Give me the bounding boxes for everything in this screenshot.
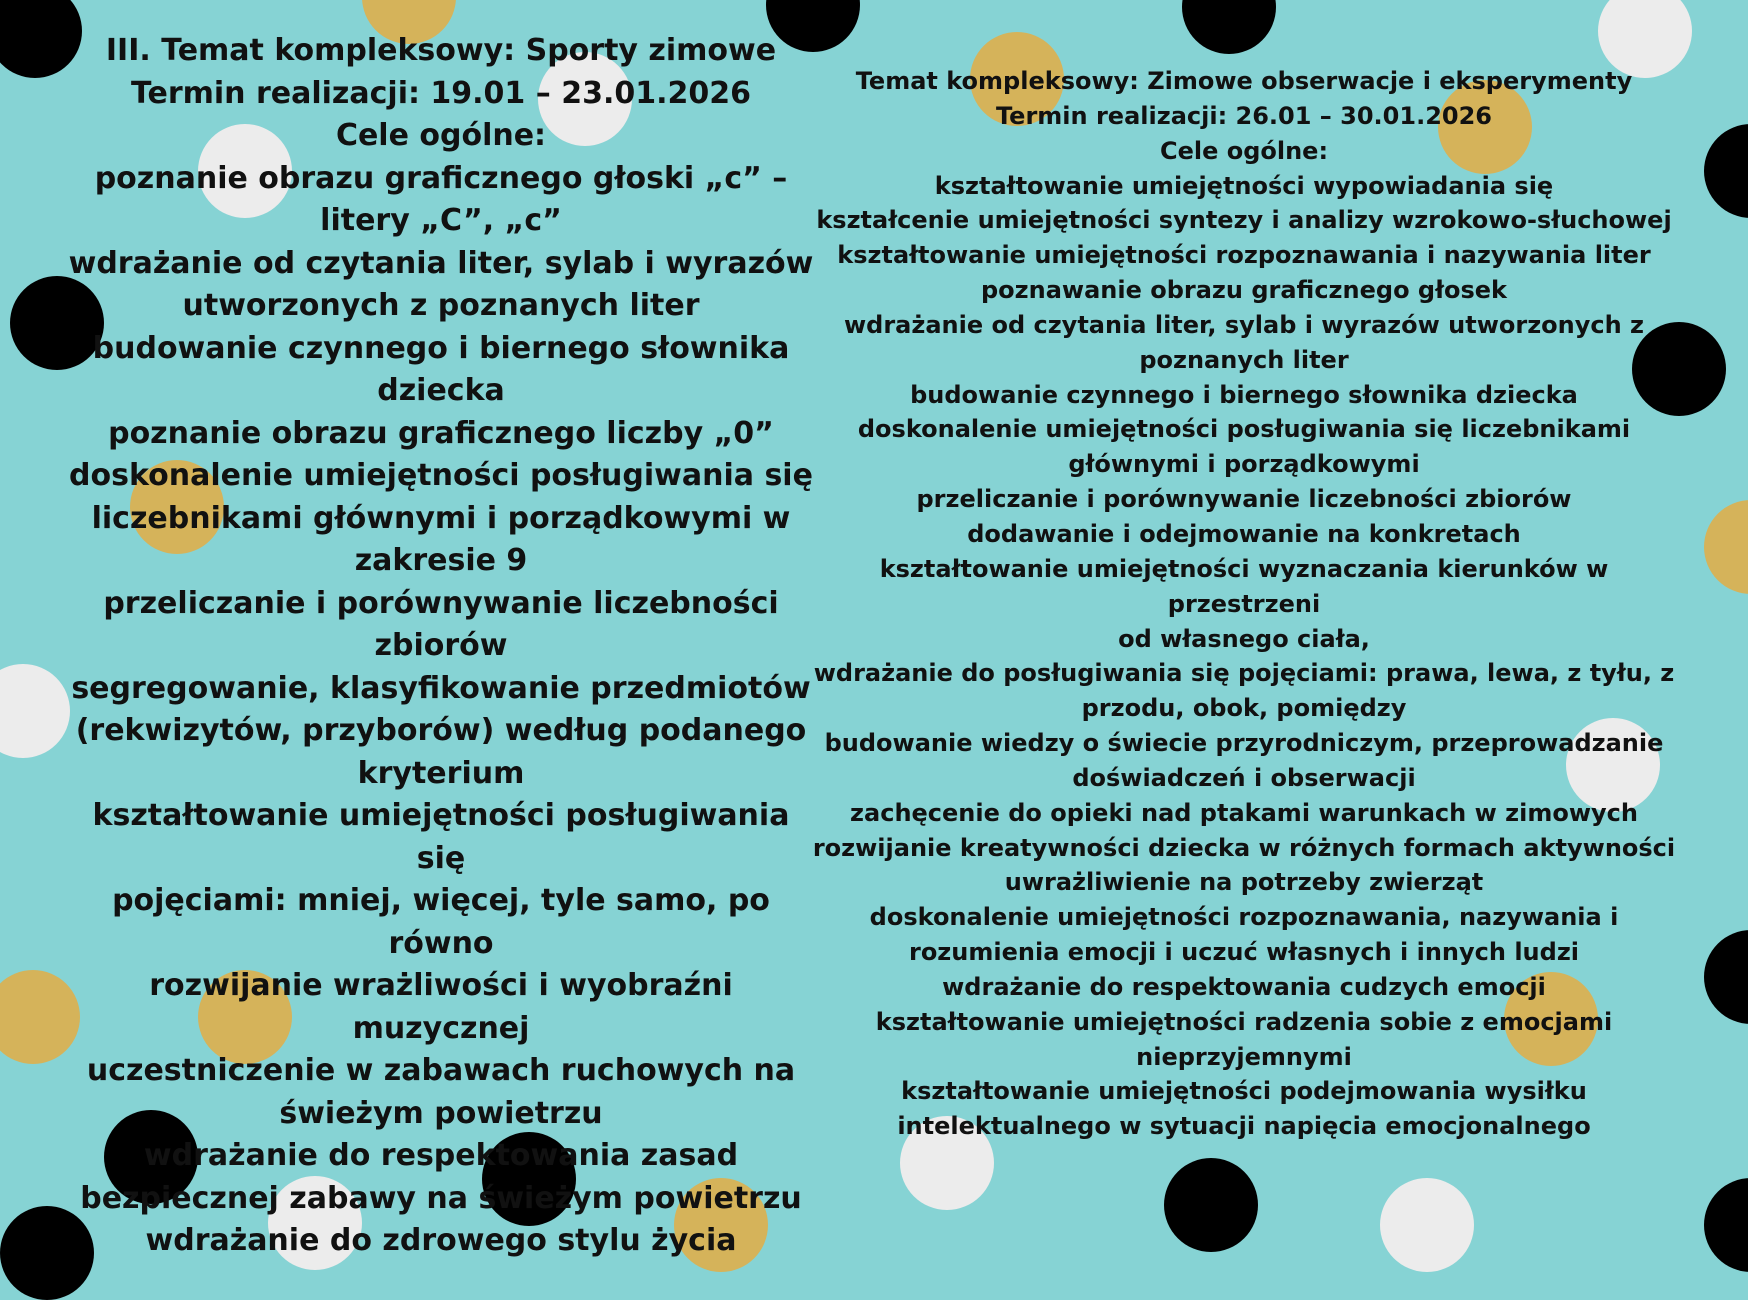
decor-dot-black <box>1704 930 1748 1024</box>
left-goal-line: wdrażanie do respektowania zasad <box>143 1138 739 1173</box>
right-goal-line: rozwijanie kreatywności dziecka w różnych formach aktywności <box>812 833 1676 862</box>
decor-dot-white <box>1380 1178 1474 1272</box>
right-goal-line: poznanych liter <box>1139 345 1349 374</box>
left-goal-line: segregowanie, klasyfikowanie przedmiotów <box>71 670 811 706</box>
right-goal-line: kształtowanie umiejętności radzenia sobie z emocjami <box>875 1007 1613 1036</box>
left-goal-line: dziecka <box>377 373 505 408</box>
right-goal-line: nieprzyjemnymi <box>1136 1042 1352 1071</box>
left-goal-line: poznanie obrazu graficznego głoski „c” – <box>94 160 788 196</box>
left-goal-line: rozwijanie wrażliwości i wyobraźni muzycznej <box>149 968 733 1046</box>
decor-dot-white <box>0 664 70 758</box>
decor-dot-black <box>1704 124 1748 218</box>
right-goal-line: doskonalenie umiejętności posługiwania się liczebnikami <box>857 415 1631 444</box>
decor-dot-black <box>1704 1178 1748 1272</box>
left-goal-line: wdrażanie od czytania liter, sylab i wyrazów <box>68 245 814 281</box>
left-goal-line: litery „C”, „c” <box>320 203 562 238</box>
right-goal-line: przodu, obok, pomiędzy <box>1081 694 1407 723</box>
right-goal-line: kształtowanie umiejętności rozpoznawania i nazywania liter <box>837 241 1651 270</box>
right-topic-column <box>800 64 1688 1144</box>
right-goal-line: wdrażanie do respektowania cudzych emocji <box>942 972 1546 1001</box>
left-goal-line: przeliczanie i porównywanie liczebności <box>103 585 779 621</box>
right-goal-line: kształtowanie umiejętności wyznaczania kierunków w przestrzeni <box>879 554 1609 618</box>
right-goal-line: przeliczanie i porównywanie liczebności zbiorów <box>916 485 1572 514</box>
left-goals-heading: Cele ogólne: <box>335 118 547 153</box>
left-topic-title: III. Temat kompleksowy: Sporty zimowe <box>105 33 777 68</box>
right-goal-line: uwrażliwienie na potrzeby zwierząt <box>1004 868 1484 897</box>
left-goal-line: uczestniczenie w zabawach ruchowych na <box>86 1053 796 1088</box>
left-goal-line: budowanie czynnego i biernego słownika <box>92 330 790 366</box>
decor-dot-black <box>1164 1158 1258 1252</box>
right-goal-line: kształcenie umiejętności syntezy i analizy wzrokowo-słuchowej <box>816 206 1672 235</box>
left-topic-column <box>65 30 817 1263</box>
right-topic-title: Temat kompleksowy: Zimowe obserwacje i eksperymenty <box>855 67 1633 95</box>
right-goal-line: głównymi i porządkowymi <box>1068 450 1420 479</box>
left-goal-line: kształtowanie umiejętności posługiwania się <box>92 798 790 876</box>
left-goal-line: poznanie obrazu graficznego liczby „0” <box>108 415 774 451</box>
right-goal-line: doświadczeń i obserwacji <box>1072 763 1416 792</box>
right-goal-line: poznawanie obrazu graficznego głosek <box>980 276 1508 305</box>
right-goal-line: kształtowanie umiejętności podejmowania wysiłku <box>901 1077 1587 1106</box>
left-goal-line: świeżym powietrzu <box>279 1095 603 1131</box>
right-goal-line: kształtowanie umiejętności wypowiadania się <box>934 171 1554 200</box>
right-topic-dates: Termin realizacji: 26.01 – 30.01.2026 <box>996 101 1492 130</box>
left-goal-line: (rekwizytów, przyborów) według podanego <box>75 713 807 748</box>
right-goal-line: rozumienia emocji i uczuć własnych i innych ludzi <box>908 938 1580 967</box>
left-goal-line: zbiorów <box>374 628 508 663</box>
right-goal-line: zachęcenie do opieki nad ptakami warunkach w zimowych <box>850 798 1638 827</box>
right-goals-heading: Cele ogólne: <box>1159 136 1329 165</box>
right-goal-line: wdrażanie od czytania liter, sylab i wyrazów utworzonych z <box>843 310 1645 339</box>
right-goal-line: od własnego ciała, <box>1118 624 1370 653</box>
right-goal-line: dodawanie i odejmowanie na konkretach <box>967 519 1521 548</box>
left-goal-line: utworzonych z poznanych liter <box>182 288 700 323</box>
left-topic-dates: Termin realizacji: 19.01 – 23.01.2026 <box>131 75 751 111</box>
decor-dot-gold <box>1704 500 1748 594</box>
left-goal-line: doskonalenie umiejętności posługiwania się <box>69 458 813 493</box>
right-goal-line: intelektualnego w sytuacji napięcia emocjonalnego <box>897 1112 1591 1141</box>
left-goal-line: zakresie 9 <box>354 543 528 578</box>
left-goal-line: liczebnikami głównymi i porządkowymi w <box>91 500 791 536</box>
left-goal-line: wdrażanie do zdrowego stylu życia <box>145 1223 737 1258</box>
left-goal-line: kryterium <box>357 755 525 791</box>
decor-dot-black <box>1182 0 1276 54</box>
right-goal-line: budowanie wiedzy o świecie przyrodniczym, przeprowadzanie <box>824 729 1664 758</box>
right-goal-line: wdrażanie do posługiwania się pojęciami: prawa, lewa, z tyłu, z <box>813 659 1675 688</box>
right-goal-line: budowanie czynnego i biernego słownika dziecka <box>910 380 1578 409</box>
left-goal-line: bezpiecznej zabawy na świeżym powietrzu <box>80 1180 802 1216</box>
right-goal-line: doskonalenie umiejętności rozpoznawania, nazywania i <box>869 903 1619 932</box>
left-goal-line: pojęciami: mniej, więcej, tyle samo, po równo <box>112 883 770 961</box>
